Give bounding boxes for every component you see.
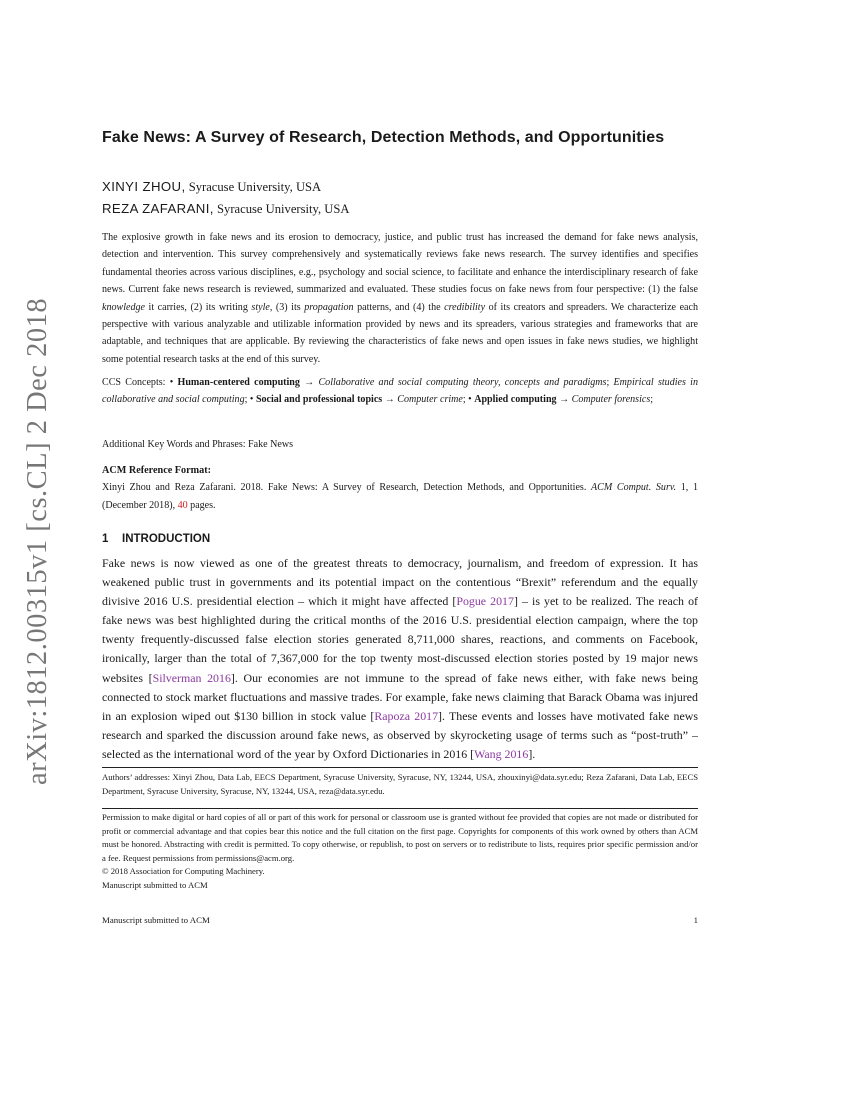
section-title: INTRODUCTION [122, 533, 211, 545]
ccs-subconcept: Collaborative and social computing theory, concepts and paradigms [318, 377, 607, 388]
ccs-separator: ; [650, 394, 654, 406]
abstract-text: of its creators and spreaders. We characterize each perspective with various analyzable and utilizable information provided by news and its spreaders, various strategies and frameworks that are adaptable, and techniques that are applicable. By reviewing the characteristics of fake news and open issues in fake news studies, we highlight some potential research tasks at the end of this survey. [102, 301, 698, 365]
intro-text: ] – is yet to be realized. The reach of fake news was best highlighted during the critical months of the 2016 U.S. presidential election campaign, where the top twenty frequently-discussed false election stories generated 8,711,000 shares, reactions, and comments on Facebook, ironically, larger than the total of 7,367,000 for the top twenty most-discussed election stories posted by 19 major news websites [ [102, 594, 698, 685]
copyright-text: © 2018 Association for Computing Machinery. [102, 866, 265, 877]
ccs-arrow: → [299, 377, 319, 388]
author-1 [102, 176, 698, 198]
footnote-divider [102, 767, 698, 768]
ccs-concept: Applied computing [474, 394, 557, 406]
abstract-emph-credibility: credibility [444, 301, 486, 313]
ccs-separator: ; • [244, 394, 256, 406]
abstract-emph-knowledge: knowledge [102, 301, 145, 313]
ccs-subconcept: Computer forensics [571, 394, 651, 406]
arxiv-identifier: arXiv:1812.00315v1 [cs.CL] 2 Dec 2018 [22, 297, 53, 785]
reference-text: Xinyi Zhou and Reza Zafarani. 2018. Fake News: A Survey of Research, Detection Methods, and Opportunities. [102, 482, 592, 494]
section-heading [102, 533, 698, 545]
intro-text: ]. Our economies are not immune to the spread of fake news either, with fake news being connected to stock market fluctuations and massive trades. For example, fake news claiming that Barack Obama was injured in an explosion wiped out $130 billion in stock value [ [102, 670, 698, 723]
ccs-subconcept: Empirical studies in collaborative and social computing [102, 377, 698, 406]
ccs-concept: Human-centered computing [177, 377, 300, 388]
author-list [102, 176, 698, 220]
reference-format-heading: ACM Reference Format: [102, 465, 211, 476]
reference-format [102, 462, 698, 514]
abstract-emph-style: style [251, 301, 270, 313]
submission-text: Manuscript submitted to ACM [102, 879, 208, 890]
abstract-emph-propagation: propagation [304, 301, 354, 313]
permission-text: Permission to make digital or hard copies of all or part of this work for personal or classroom use is granted without fee provided that copies are not made or distributed for profit or commercial advantage and that copies bear this notice and the full citation on the first page. Copyrights for components of this work owned by others than ACM must be honored. Abstracting with credit is permitted. To copy otherwise, or republish, to post on servers or to redistribute to lists, requires prior specific permission and/or a fee. Request permissions from permissions@acm.org. [102, 812, 698, 863]
page-number: 1 [693, 915, 698, 925]
permission-divider [102, 808, 698, 809]
citation-link[interactable]: Wang 2016 [474, 746, 529, 761]
ccs-arrow: → [556, 394, 572, 406]
ccs-concept: Social and professional topics [255, 394, 383, 406]
addresses-text: Authors’ addresses: Xinyi Zhou, Data Lab, EECS Department, Syracuse University, Syracuse, NY, 13244, USA, zhouxinyi@data.syr.edu; Reza Zafarani, Data Lab, EECS Department, Syracuse University, Syracuse, NY, 13244, USA, reza@data.syr.edu. [102, 772, 698, 796]
ccs-separator: ; [606, 377, 614, 388]
author-2-affiliation: Syracuse University, USA [217, 202, 350, 216]
paper-title: Fake News: A Survey of Research, Detection Methods, and Opportunities [102, 129, 665, 146]
section-number: 1 [102, 533, 109, 545]
ccs-arrow: → [382, 394, 398, 406]
permission-notice [102, 811, 698, 893]
citation-link[interactable]: Rapoza 2017 [374, 708, 439, 723]
author-2 [102, 198, 698, 220]
abstract-text: patterns, and (4) the [353, 301, 445, 313]
author-2-name: REZA ZAFARANI, [102, 201, 214, 216]
author-addresses [102, 771, 698, 798]
intro-text: ]. [528, 746, 536, 761]
reference-text: pages. [187, 499, 216, 511]
author-1-affiliation: Syracuse University, USA [188, 180, 322, 194]
ccs-separator: ; • [462, 394, 475, 406]
intro-text: Fake news is now viewed as one of the greatest threats to democracy, journalism, and freedom of expression. It has weakened public trust in governments and its potential impact on the contentious “Brexit” referendum and the equally divisive 2016 U.S. presidential election – which it might have affected [ [102, 556, 698, 609]
page-footer-left: Manuscript submitted to ACM [102, 915, 210, 925]
abstract [102, 229, 698, 368]
abstract-text: , (3) its [269, 301, 305, 313]
intro-text: ]. These events and losses have motivated fake news research and sparked the discussion around fake news, as observed by skyrocketing usage of terms such as “post-truth” – selected as the international word of the year by Oxford Dictionaries in 2016 [ [102, 708, 698, 761]
reference-text: 1, 1 (December 2018), [102, 482, 698, 511]
page-count-link[interactable]: 40 [177, 499, 188, 511]
citation-link[interactable]: Pogue 2017 [456, 594, 514, 609]
author-1-name: XINYI ZHOU, [102, 179, 186, 194]
introduction-paragraph [102, 554, 698, 764]
keywords: Additional Key Words and Phrases: Fake News [102, 439, 293, 450]
citation-link[interactable]: Silverman 2016 [152, 670, 231, 685]
ccs-subconcept: Computer crime [397, 394, 463, 406]
abstract-text: it carries, (2) its writing [144, 301, 252, 313]
ccs-concepts [102, 374, 698, 409]
reference-journal: ACM Comput. Surv. [591, 482, 677, 494]
abstract-text: The explosive growth in fake news and its erosion to democracy, justice, and public trust has increased the demand for fake news analysis, detection and intervention. This survey comprehensively and systematically reviews fake news research. The survey identifies and specifies fundamental theories across various disciplines, e.g., psychology and social science, to facilitate and enhance the interdisciplinary research of fake news. Current fake news research is reviewed, summarized and evaluated. These studies focus on fake news from four perspective: (1) the false [102, 232, 698, 296]
ccs-label: CCS Concepts: • [102, 377, 178, 388]
